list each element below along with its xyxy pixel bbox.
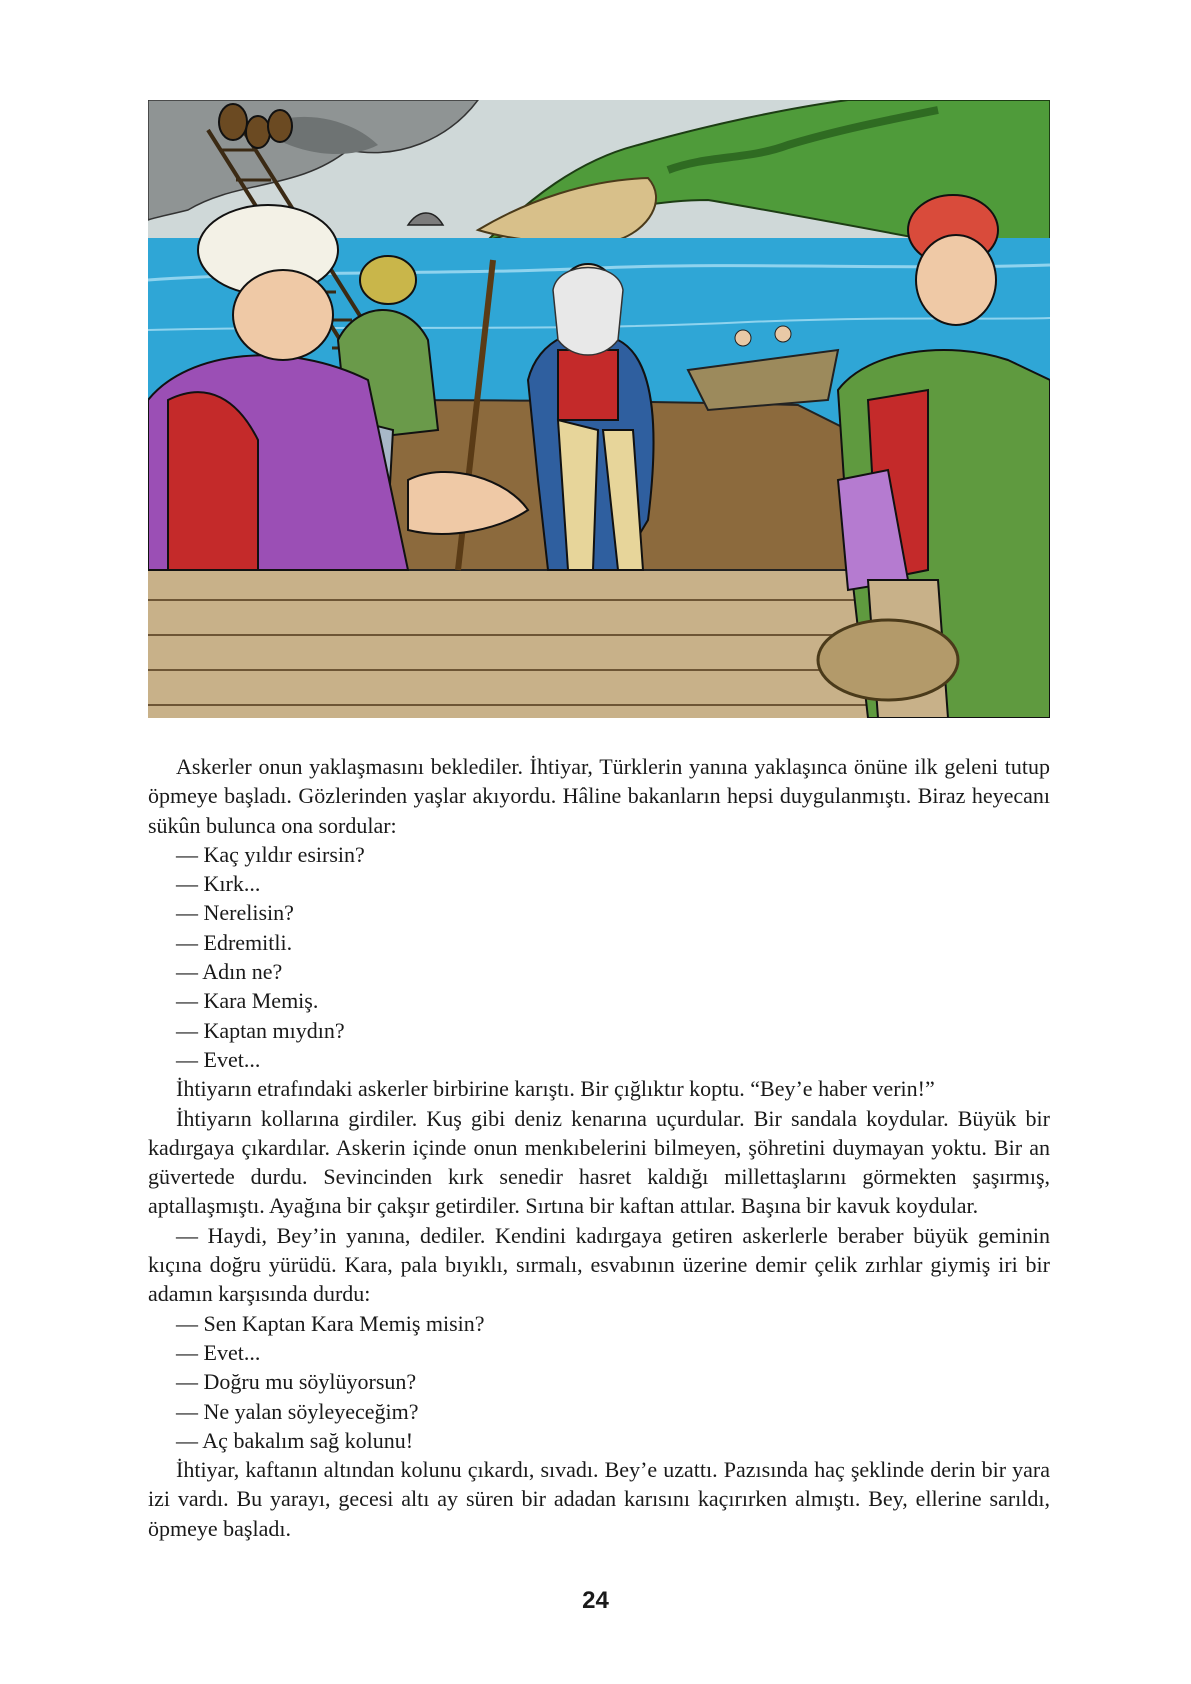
paragraph: İhtiyarın etrafındaki askerler birbirine karıştı. Bir çığlıktır koptu. “Bey’e haber verin!” [176, 1076, 935, 1102]
dialogue-line: — Evet... [176, 1339, 261, 1365]
ottoman-ship-scene-illustration [148, 100, 1050, 718]
dialogue-line: — Sen Kaptan Kara Memiş misin? [176, 1310, 485, 1336]
paragraph: Askerler onun yaklaşmasını beklediler. İhtiyar, Türklerin yanına yaklaşınca önüne ilk geleni tutup öpmeye başladı. Gözlerinden yaşlar akıyordu. Hâline bakanların hepsi duygulanmıştı. Biraz heyecanı sükûn bulunca ona sordular: [148, 754, 1050, 838]
paragraph: İhtiyar, kaftanın altından kolunu çıkardı, sıvadı. Bey’e uzattı. Pazısında haç şeklinde derin bir yara izi vardı. Bu yarayı, gecesi altı ay süren bir adadan karısını kaçırırken almıştı. Bey, ellerine sarıldı, öpmeye başladı. [148, 1457, 1050, 1541]
coiled-rope [818, 620, 958, 700]
dialogue-line: — Edremitli. [176, 929, 293, 955]
dialogue-line: — Ne yalan söyleyeceğim? [176, 1398, 419, 1424]
dialogue-line: — Kara Memiş. [176, 988, 319, 1014]
dialogue-line: — Evet... [176, 1046, 261, 1072]
paragraph: İhtiyarın kollarına girdiler. Kuş gibi deniz kenarına uçurdular. Bir sandala koydular. Büyük bir kadırgaya çıkardılar. Askerin içinde onun menkıbelerini bilmeyen, şöhretini duymayan yoktu. Bir an güvertede durdu. Sevincinden kırk senedir hasret kaldığı millettaşlarını görmekten şaşırmış, aptallaşmıştı. Ayağına bir çakşır getirdiler. Sırtına bir kaftan attılar. Başına bir kavuk koydular. [148, 1105, 1050, 1219]
paragraph: — Haydi, Bey’in yanına, dediler. Kendini kadırgaya getiren askerlerle beraber büyük geminin kıçına doğru yürüdü. Kara, pala bıyıklı, sırmalı, esvabının üzerine demir çelik zırhlar giymiş iri bir adamın karşısında durdu: [148, 1222, 1050, 1307]
dialogue-line: — Kırk... [176, 871, 261, 897]
dialogue-line: — Nerelisin? [176, 900, 294, 926]
dialogue-line: — Adın ne? [176, 959, 283, 985]
page-number: 24 [582, 1587, 609, 1614]
dialogue-line: — Kaç yıldır esirsin? [176, 841, 365, 867]
dialogue-line: — Kaptan mıydın? [176, 1017, 345, 1043]
story-illustration [148, 100, 1050, 718]
dialogue-line: — Doğru mu söylüyorsun? [176, 1369, 417, 1395]
dialogue-line: — Aç bakalım sağ kolunu! [176, 1427, 414, 1453]
story-text [148, 752, 1050, 1543]
